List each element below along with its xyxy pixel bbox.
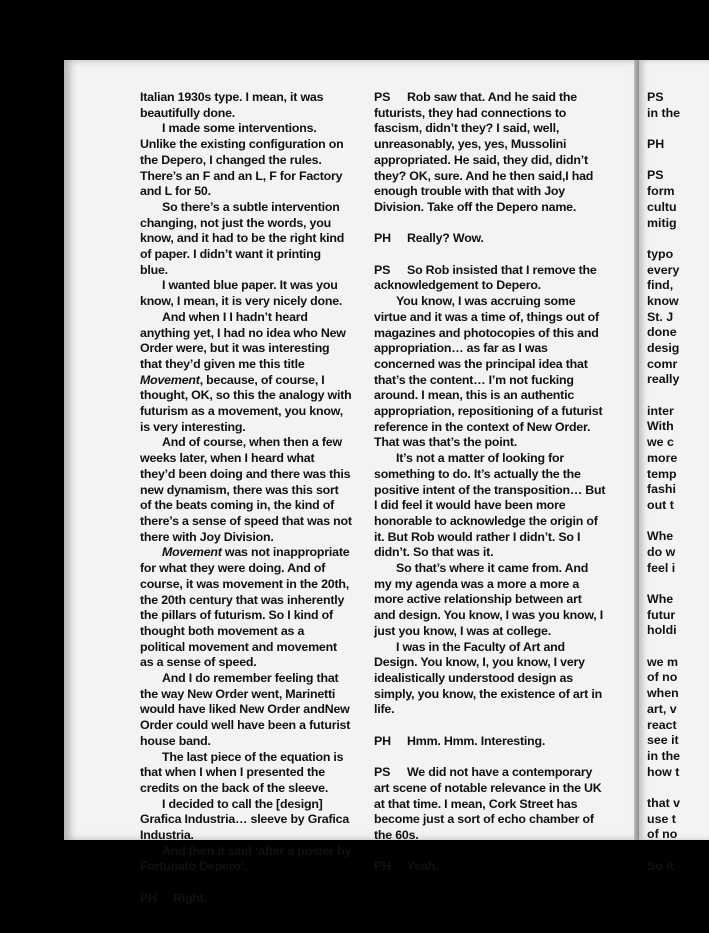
- edge-text-line: when: [647, 686, 679, 701]
- edge-text-line: [647, 121, 680, 137]
- edge-text-line: St. J: [647, 309, 674, 324]
- paragraph-text: Italian 1930s type. I mean, it was beautifully done.: [140, 90, 324, 120]
- edge-text-line: PS: [647, 168, 664, 183]
- edge-text-line: Whe: [647, 592, 674, 606]
- paragraph-text: I decided to call the [design] Grafica Industria… sleeve by Grafica Industria.: [140, 796, 350, 843]
- edge-text-line: So it: [647, 858, 674, 873]
- edge-text-line: of no: [647, 827, 678, 842]
- edge-text-line: PH: [647, 137, 665, 152]
- middle_column-paragraph: [374, 765, 606, 844]
- middle_column-paragraph: [374, 90, 606, 216]
- speaker-label: PS: [374, 262, 391, 277]
- edge-text-line: PS: [647, 90, 664, 104]
- left_column-paragraph: [140, 844, 352, 875]
- left_column-paragraph: [140, 200, 352, 279]
- middle_column-paragraph: [374, 561, 606, 640]
- right-page-text-fragments: [647, 90, 680, 874]
- edge-text-line: typo: [647, 246, 674, 261]
- edge-text-line: every: [647, 262, 680, 277]
- edge-text-line: desig: [647, 341, 680, 355]
- middle_column-paragraph: [374, 294, 606, 451]
- paragraph-text: So there’s a subtle intervention changing, not just the words, you know, and it had to be the right kind of paper. I didn’t want it printing blue.: [140, 199, 345, 277]
- italic-title: Movement: [162, 545, 222, 560]
- edge-text-line: With: [647, 419, 674, 434]
- edge-text-line: temp: [647, 466, 677, 481]
- paragraph-text: I wanted blue paper. It was you know, I mean, it is very nicely done.: [140, 278, 343, 309]
- speaker-label: PS: [374, 765, 391, 780]
- paragraph-text: And I do remember feeling that the way New Order went, Marinetti would have liked New Order andNew Order could well have been a futurist house band.: [140, 671, 351, 748]
- paragraph-text: Right.: [173, 890, 207, 905]
- paragraph-text: I was in the Faculty of Art and Design. You know, I, you know, I very idealistically understood design as simply, you know, the existence of art in life.: [374, 639, 602, 717]
- edge-text-line: that v: [647, 795, 681, 810]
- edge-text-line: [647, 514, 680, 530]
- edge-text-line: form: [647, 184, 675, 199]
- middle_column-paragraph: [374, 231, 606, 247]
- paragraph-text: I made some interventions. Unlike the existing configuration on the Depero, I changed the rules. There’s an F and an L, F for Factory and L for 50.: [140, 121, 344, 199]
- paragraph-text: It’s not a matter of looking for something to do. It’s actually the the positive intent of the transposition… But I did feel it would have been more honorable to acknowledge the origin of it. But Rob would rather I didn’t. So I didn’t. So that was it.: [374, 451, 606, 560]
- edge-text-line: we c: [647, 435, 674, 450]
- edge-text-line: inter: [647, 403, 674, 418]
- edge-text-line: [647, 576, 680, 592]
- left_column-paragraph: [140, 671, 352, 750]
- left_column-paragraph: [140, 750, 352, 797]
- edge-text-line: comr: [647, 356, 678, 371]
- edge-text-line: feel i: [647, 560, 676, 575]
- paragraph-text: And of course, when then a few weeks later, when I heard what they’d been doing and there was this new dynamism, there was this sort of the beats coming in, the kind of there’s a sense of speed that was not there with Joy Division.: [140, 435, 352, 544]
- middle-text-column: [374, 90, 606, 875]
- paragraph-text: The last piece of the equation is that when I when I presented the credits on the back of the sleeve.: [140, 749, 344, 795]
- edge-text-line: find,: [647, 278, 674, 293]
- paragraph-text: You know, I was accruing some virtue and it was a time of, things out of magazines and photocopies of this and appropriation… as far as I was concerned was the principal idea that that’s the content… I’m not fucking around. I mean, this is an authentic appropriation, repositioning of a futurist reference in the context of New Order. That was that’s the point.: [374, 294, 603, 450]
- paragraph-text: Rob saw that. And he said the futurists, they had connections to fascism, didn’t they? I said, well, unreasonably, yes, yes, Mussolini appropriated. He said, they did, didn’t they? OK, sure. And he then said,I had enough trouble with that with Joy Division. Take off the Depero name.: [374, 90, 594, 214]
- edge-text-line: mitig: [647, 215, 677, 230]
- speaker-label: PS: [374, 90, 391, 104]
- edge-text-line: react: [647, 717, 677, 732]
- left-page: [64, 60, 634, 905]
- paragraph-text: , because, of course, I thought, OK, so this the analogy with futurism as a movement, you know, is very interesting.: [140, 372, 352, 434]
- edge-text-line: futur: [647, 607, 676, 622]
- edge-text-line: [647, 153, 680, 169]
- left_column-paragraph: [140, 797, 352, 844]
- edge-text-line: [647, 780, 680, 796]
- edge-text-line: use t: [647, 811, 676, 826]
- left_column-paragraph: [140, 891, 352, 907]
- speaker-label: PH: [374, 733, 391, 748]
- paragraph-text: So Rob insisted that I remove the acknowledgement to Depero.: [374, 262, 597, 293]
- middle_column-paragraph: [374, 859, 606, 875]
- edge-text-line: we m: [647, 654, 678, 669]
- middle_column-paragraph: [374, 734, 606, 750]
- paragraph-text: And when I I hadn’t heard anything yet, I had no idea who New Order were, but it was interesting that they’d given me this title: [140, 309, 346, 371]
- edge-text-line: [647, 639, 680, 655]
- edge-text-line: in the: [647, 748, 681, 763]
- left_column-paragraph: [140, 310, 352, 436]
- edge-text-line: art, v: [647, 701, 677, 716]
- edge-text-line: out t: [647, 497, 674, 512]
- speaker-label: PH: [140, 890, 157, 905]
- speaker-label: PH: [374, 859, 391, 874]
- speaker-label: PH: [374, 231, 391, 246]
- right-page-edge: [639, 60, 709, 873]
- left_column-paragraph: [140, 90, 352, 121]
- left_column-paragraph: [140, 545, 352, 671]
- edge-text-line: [647, 388, 680, 404]
- edge-text-line: cultu: [647, 199, 677, 214]
- edge-text-line: of no: [647, 670, 678, 685]
- edge-text-line: know: [647, 293, 679, 308]
- paragraph-text: We did not have a contemporary art scene of notable relevance in the UK at that time. I mean, Cork Street has become just a sort of echo chamber of the 60s.: [374, 765, 602, 842]
- edge-text-line: in the: [647, 105, 681, 120]
- paragraph-text: So that’s where it came from. And my my agenda was a more a more a more active relationship between art and design. You know, I was you know, I just you know, I was at college.: [374, 561, 604, 638]
- edge-text-line: more: [647, 450, 678, 465]
- edge-text-line: [647, 231, 680, 247]
- edge-text-line: holdi: [647, 623, 677, 638]
- edge-text-line: [647, 843, 680, 859]
- edge-text-line: fashi: [647, 482, 676, 497]
- middle_column-paragraph: [374, 451, 606, 561]
- paragraph-text: And then it said ‘after a poster by Fortunato Depero’.: [140, 843, 352, 874]
- paragraph-text: Really? Wow.: [407, 231, 484, 246]
- italic-title: Movement: [140, 372, 200, 387]
- left-text-column: [140, 90, 352, 907]
- edge-text-line: Whe: [647, 529, 674, 544]
- edge-text-line: see it: [647, 733, 679, 748]
- edge-text-line: done: [647, 325, 677, 340]
- paragraph-text: Hmm. Hmm. Interesting.: [407, 733, 546, 748]
- edge-text-line: do w: [647, 544, 676, 559]
- left_column-paragraph: [140, 278, 352, 309]
- middle_column-paragraph: [374, 263, 606, 294]
- edge-text-line: really: [647, 372, 680, 387]
- left_column-paragraph: [140, 121, 352, 200]
- middle_column-paragraph: [374, 640, 606, 719]
- left_column-paragraph: [140, 435, 352, 545]
- paragraph-text: was not inappropriate for what they were doing. And of course, it was movement in the 20th, the 20th century that was inherently the pillars of futurism. So I kind of thought both movement as a political movement and movement as a sense of speed.: [140, 545, 350, 670]
- edge-text-line: how t: [647, 764, 680, 779]
- paragraph-text: Yeah.: [407, 859, 439, 874]
